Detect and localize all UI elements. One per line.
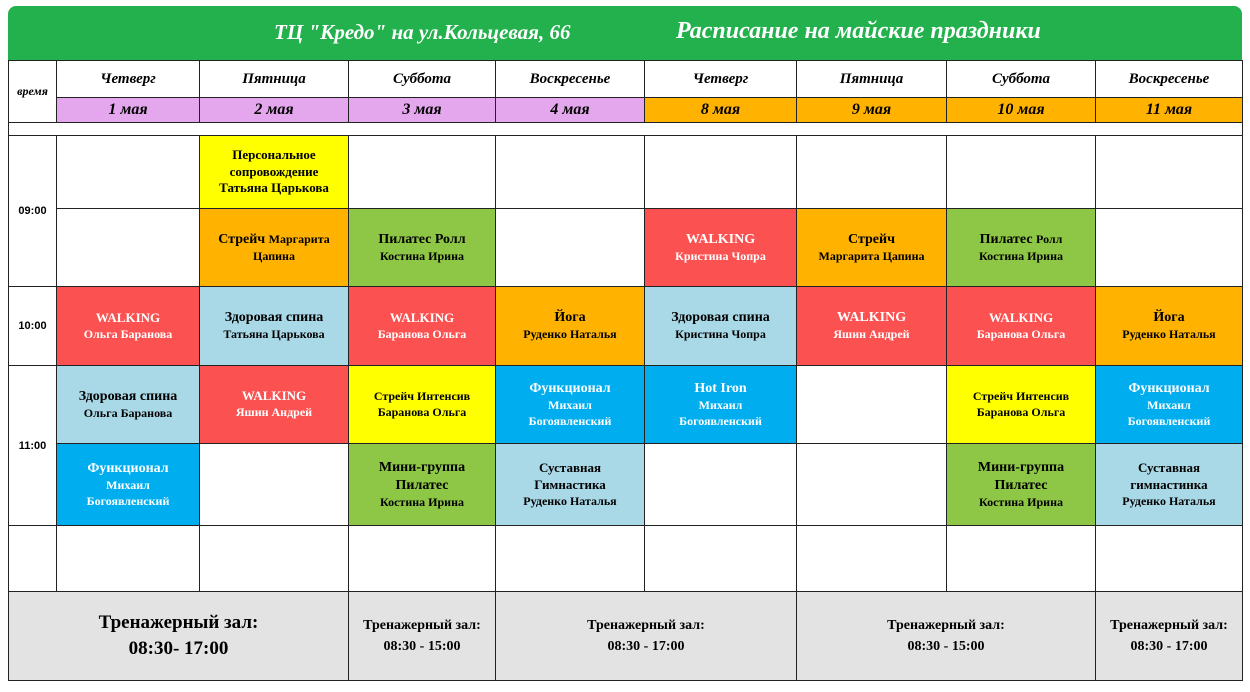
class-trainer: Костина Ирина <box>380 494 464 509</box>
class-name: Стрейч Интенсив <box>373 388 471 403</box>
empty-slot <box>200 526 349 592</box>
dates-row <box>9 98 1243 123</box>
class-name: Мини-группа <box>977 459 1065 475</box>
class-slot <box>57 287 200 366</box>
class-slot <box>496 366 645 444</box>
day-date: 1 мая <box>57 98 200 123</box>
day-names-row <box>9 61 1243 98</box>
empty-slot <box>947 136 1096 209</box>
empty-slot <box>797 526 947 592</box>
class-name: WALKING <box>389 309 455 325</box>
class-slot <box>57 444 200 526</box>
gym-label: Тренажерный зал: <box>1110 618 1228 633</box>
gym-label: Тренажерный зал: <box>887 618 1005 633</box>
empty-slot <box>1096 209 1243 287</box>
class-name: WALKING <box>95 309 161 325</box>
class-name: Функционал <box>87 460 169 476</box>
empty-slot <box>797 366 947 444</box>
class-slot <box>57 366 200 444</box>
class-name: Здоровая спина <box>78 388 178 404</box>
venue-title: ТЦ "Кредо" на ул.Кольцевая, 66 <box>274 20 571 44</box>
class-trainer: Богоявленский <box>86 493 170 508</box>
class-trainer: Михаил <box>106 478 150 492</box>
class-trainer: Маргарита Цапина <box>818 248 925 263</box>
empty-slot <box>1096 136 1243 209</box>
schedule-row <box>9 444 1243 526</box>
empty-slot <box>57 136 200 209</box>
class-name: WALKING <box>241 388 307 404</box>
day-date: 9 мая <box>797 98 947 123</box>
class-slot <box>947 287 1096 366</box>
class-slot <box>349 366 496 444</box>
empty-slot <box>645 444 797 526</box>
schedule-row <box>9 136 1243 209</box>
spacer-cell <box>9 123 1243 136</box>
class-trainer: Баранова Ольга <box>377 326 467 341</box>
class-name: WALKING <box>836 310 907 326</box>
class-trainer: Костина Ирина <box>380 248 464 263</box>
day-name: Суббота <box>947 61 1096 98</box>
class-trainer: Татьяна Царькова <box>223 327 325 342</box>
time-column-header: время <box>9 61 57 123</box>
class-slot <box>200 287 349 366</box>
gym-label: Тренажерный зал: <box>587 618 705 633</box>
class-trainer: Цапина <box>253 248 295 263</box>
schedule-table <box>8 60 1243 681</box>
gym-hours: 08:30 - 15:00 <box>907 639 985 654</box>
schedule-header <box>8 6 1242 60</box>
day-date: 10 мая <box>947 98 1096 123</box>
class-slot <box>1096 287 1243 366</box>
gym-hours-cell <box>496 592 797 681</box>
day-date: 11 мая <box>1096 98 1243 123</box>
class-trainer: Кристина Чопра <box>675 327 766 342</box>
class-name: Стрейч Интенсив <box>972 388 1070 403</box>
empty-slot <box>797 444 947 526</box>
day-name: Четверг <box>645 61 797 98</box>
class-trainer: Костина Ирина <box>979 248 1063 263</box>
class-name: Мини-группа <box>378 459 466 475</box>
class-name: Йога <box>554 310 586 326</box>
time-slot-label: 11:00 <box>9 366 57 526</box>
day-date: 3 мая <box>349 98 496 123</box>
class-name: Здоровая спина <box>671 310 770 326</box>
day-name: Пятница <box>797 61 947 98</box>
class-name: Персональное сопровождение <box>229 146 319 179</box>
class-trainer: Богоявленский <box>1127 413 1211 428</box>
class-trainer: Костина Ирина <box>979 494 1063 509</box>
day-name: Воскресенье <box>1096 61 1243 98</box>
gym-label: Тренажерный зал: <box>98 612 259 634</box>
day-date: 4 мая <box>496 98 645 123</box>
class-slot <box>797 287 947 366</box>
class-trainer: Михаил <box>548 398 592 412</box>
class-name: Функционал <box>1128 380 1210 396</box>
empty-slot <box>496 136 645 209</box>
empty-slot <box>645 526 797 592</box>
gym-hours-cell <box>9 592 349 681</box>
class-slot <box>947 366 1096 444</box>
empty-slot <box>645 136 797 209</box>
class-trainer: Богоявленский <box>528 413 612 428</box>
class-trainer: Ольга Баранова <box>83 326 173 341</box>
empty-slot <box>200 444 349 526</box>
class-trainer: Михаил <box>1147 398 1191 412</box>
empty-slot <box>797 136 947 209</box>
class-trainer: Яшин Андрей <box>833 327 910 342</box>
day-name: Воскресенье <box>496 61 645 98</box>
spacer-row <box>9 123 1243 136</box>
class-slot <box>200 366 349 444</box>
class-trainer: Руденко Наталья <box>523 493 617 508</box>
time-slot-label: 09:00 <box>9 136 57 287</box>
class-slot <box>947 444 1096 526</box>
class-trainer: Руденко Наталья <box>523 327 617 342</box>
class-trainer: Ольга Баранова <box>83 405 173 420</box>
class-trainer: Кристина Чопра <box>675 248 766 263</box>
schedule-row <box>9 209 1243 287</box>
class-name: Здоровая спина <box>224 310 324 326</box>
class-name: Пилатес Ролл <box>378 231 466 247</box>
day-name: Пятница <box>200 61 349 98</box>
time-slot-label: 10:00 <box>9 287 57 366</box>
class-name: Йога <box>1153 310 1185 326</box>
gym-hours: 08:30- 17:00 <box>128 638 229 659</box>
class-slot <box>496 444 645 526</box>
class-trainer: Михаил <box>698 398 743 412</box>
empty-slot <box>1096 526 1243 592</box>
class-trainer: Баранова Ольга <box>976 404 1066 419</box>
class-name: Функционал <box>529 380 611 396</box>
day-date: 8 мая <box>645 98 797 123</box>
class-slot <box>947 209 1096 287</box>
gym-hours: 08:30 - 17:00 <box>607 639 685 654</box>
class-trainer: Руденко Наталья <box>1122 493 1216 508</box>
gym-hours-row <box>9 592 1243 681</box>
class-trainer: Богоявленский <box>679 413 762 428</box>
gym-hours: 08:30 - 17:00 <box>1130 639 1208 654</box>
empty-slot <box>947 526 1096 592</box>
class-slot <box>1096 444 1243 526</box>
class-name: Пилатес <box>994 477 1048 493</box>
class-name: WALKING <box>988 309 1054 325</box>
schedule-row <box>9 366 1243 444</box>
empty-slot <box>349 136 496 209</box>
class-slot <box>645 209 797 287</box>
class-trainer: Татьяна Царькова <box>219 180 329 196</box>
schedule-row <box>9 287 1243 366</box>
schedule-row <box>9 526 1243 592</box>
class-slot <box>200 209 349 287</box>
empty-slot <box>349 526 496 592</box>
class-slot <box>645 366 797 444</box>
class-name: Гимнастика <box>534 476 606 492</box>
class-name: Суставная <box>538 459 602 475</box>
class-slot <box>349 209 496 287</box>
class-slot <box>496 287 645 366</box>
schedule-title: Расписание на майские праздники <box>676 18 1041 44</box>
gym-hours-cell <box>1096 592 1243 681</box>
class-name: Hot Iron <box>694 380 747 396</box>
empty-slot <box>57 209 200 287</box>
class-trainer: Яшин Андрей <box>235 405 313 420</box>
gym-label: Тренажерный зал: <box>363 618 481 633</box>
class-name: Пилатес <box>395 477 449 493</box>
class-trainer: Баранова Ольга <box>377 404 467 419</box>
class-slot <box>200 136 349 209</box>
class-slot <box>1096 366 1243 444</box>
class-slot <box>349 287 496 366</box>
class-name: WALKING <box>685 231 756 247</box>
empty-slot <box>496 526 645 592</box>
empty-slot <box>57 526 200 592</box>
day-date: 2 мая <box>200 98 349 123</box>
empty-time <box>9 526 57 592</box>
class-name: Суставная <box>1137 459 1201 475</box>
gym-hours: 08:30 - 15:00 <box>383 639 461 654</box>
class-trainer: Баранова Ольга <box>976 326 1066 341</box>
class-name: гимнастинка <box>1130 476 1208 492</box>
class-slot <box>349 444 496 526</box>
class-name: Стрейч <box>848 231 895 247</box>
gym-hours-cell <box>349 592 496 681</box>
gym-hours-cell <box>797 592 1096 681</box>
class-name: Стрейч Маргарита <box>218 231 330 247</box>
empty-slot <box>496 209 645 287</box>
day-name: Суббота <box>349 61 496 98</box>
class-trainer: Руденко Наталья <box>1122 327 1216 342</box>
schedule-sheet <box>8 6 1242 684</box>
class-name: Пилатес Ролл <box>979 231 1063 247</box>
day-name: Четверг <box>57 61 200 98</box>
class-slot <box>645 287 797 366</box>
class-slot <box>797 209 947 287</box>
